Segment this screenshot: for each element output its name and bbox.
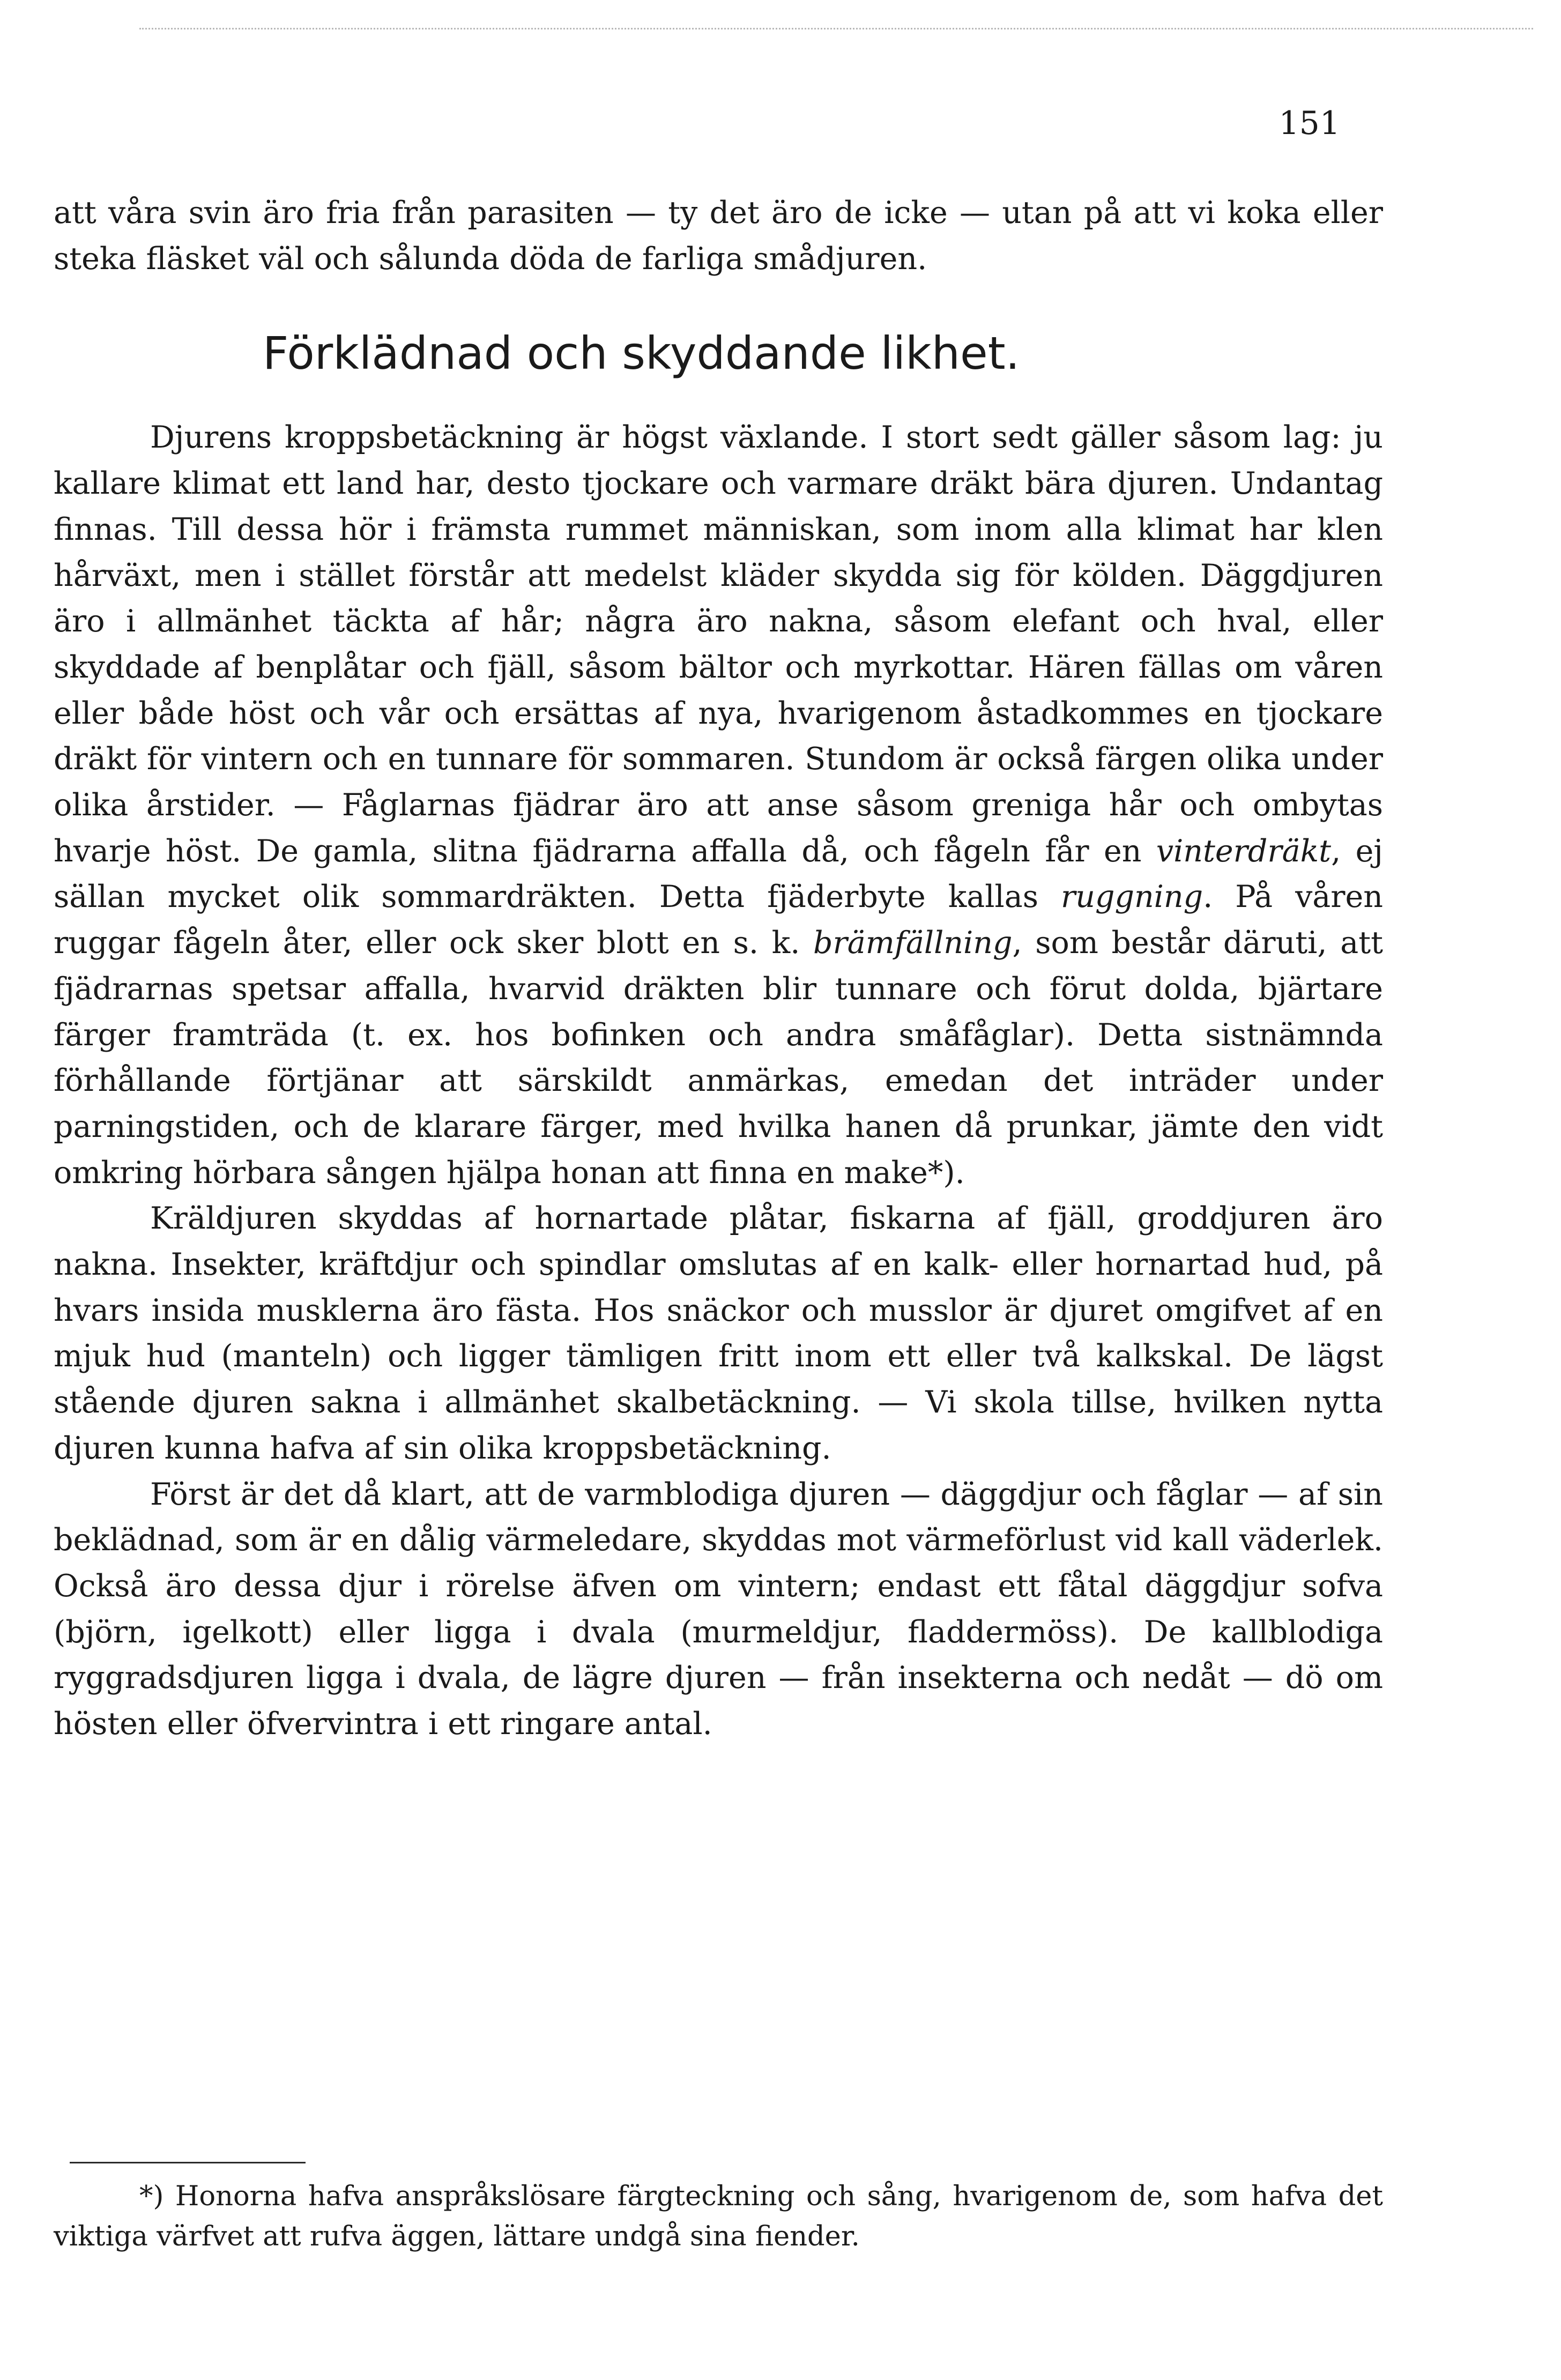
opening-paragraph: att våra svin äro fria från parasiten — ty det äro de icke — utan på att vi koka eller steka fläsket väl och sålunda döda de farliga smådjuren. xyxy=(54,195,1383,277)
paragraph-varmblodiga: Först är det då klart, att de varmblodiga djuren — däggdjur och fåglar — af sin beklädnad, som är en dålig värmeledare, skyddas mot värmeförlust vid kall väderlek. Också äro dessa djur i rörelse äfven om vintern; endast ett fåtal däggdjur sofva (björn, igelkott) eller ligga i dvala (murmeldjur, fladdermöss). De kallblodiga ryggradsdjuren ligga i dvala, de lägre djuren — från insekterna och nedåt — dö om hösten eller öfvervintra i ett ringare antal. xyxy=(54,1476,1383,1742)
term-bramfallning: brämfällning xyxy=(813,925,1013,961)
section-heading: Förklädnad och skyddande likhet. xyxy=(263,327,1020,380)
term-vinterdrakt: vinterdräkt xyxy=(1156,833,1332,869)
paragraph-text: , som består däruti, att fjädrarnas spetsar affalla, hvarvid dräkten blir tunnare och förut dolda, bjärtare färger framträda (t. ex. hos bofinken och andra småfåglar). Detta sistnämnda förhållande förtjänar att särskildt anmärkas, emedan det inträder under parningstiden, och de klarare färger, med hvilka hanen då prunkar, jämte den vidt omkring hörbara sången hjälpa honan att finna en make*). xyxy=(54,925,1384,1191)
footnote: *) Honorna hafva anspråkslösare färgteckning och sång, hvarigenom de, som hafva det viktiga värfvet att rufva äggen, lättare undgå sina fiender. xyxy=(54,2181,1383,2252)
top-edge-rule xyxy=(139,28,1533,29)
paragraph-text: Djurens kroppsbetäckning är högst växlande. I stort sedt gäller såsom lag: ju kallare klimat ett land har, desto tjockare och varmare dräkt bära djuren. Undantag finnas. Till dessa hör i främsta rummet människan, som inom alla klimat har klen hårväxt, men i stället förstår att medelst kläder skydda sig för kölden. Däggdjuren äro i allmänhet täckta af hår; några äro nakna, såsom elefant och hval, eller skyddade af benplåtar och fjäll, såsom bältor och myrkottar. Hären fällas om våren eller både höst och vår och ersättas af nya, hvarigenom åstadkommes en tjockare dräkt för vintern och en tunnare för sommaren. Stundom är också färgen olika under olika årstider. — Fåglarnas fjädrar äro att anse såsom greniga hår och ombytas hvarje höst. De gamla, slitna fjädrarna affalla då, och fågeln får en xyxy=(54,420,1383,869)
paragraph-kroppsbetackning xyxy=(54,415,1383,1196)
term-ruggning: ruggning xyxy=(1061,879,1203,915)
page-number: 151 xyxy=(1278,105,1340,142)
paragraph-kraldjuren: Kräldjuren skyddas af hornartade plåtar, fiskarna af fjäll, groddjuren äro nakna. Insekter, kräftdjur och spindlar omslutas af en kalk- eller hornartad hud, på hvars insida musklerna äro fästa. Hos snäckor och musslor är djuret omgifvet af en mjuk hud (manteln) och ligger tämligen fritt inom ett eller två kalkskal. De lägst stående djuren sakna i allmänhet skalbetäckning. — Vi skola tillse, hvilken nytta djuren kunna hafva af sin olika kroppsbetäckning. xyxy=(54,1201,1383,1466)
paragraph-text: , ej sällan mycket olik sommardräkten. Detta fjäderbyte kallas xyxy=(54,833,1383,915)
body-text xyxy=(54,190,1383,1747)
footnote-divider xyxy=(70,2162,306,2163)
paragraph-text: . På våren ruggar fågeln åter, eller ock sker blott en s. k. xyxy=(54,879,1383,961)
